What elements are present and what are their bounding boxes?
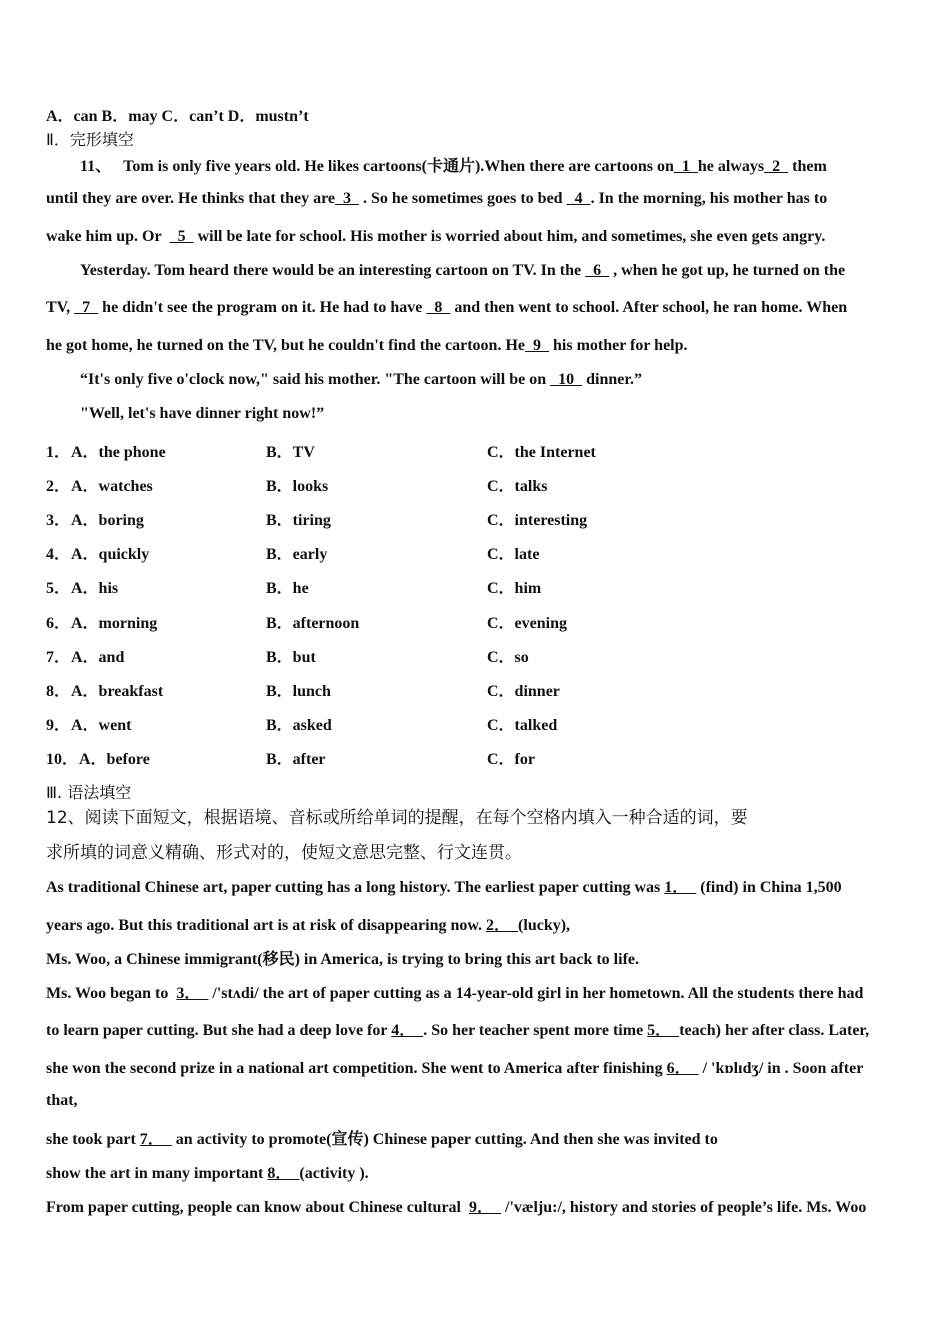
- passage-text: teach) her after class. Later,: [679, 1022, 870, 1039]
- cloze-line-1: [80, 153, 827, 176]
- grammar-line-4: [46, 980, 863, 1003]
- answer-blank[interactable]: 6: [585, 262, 610, 279]
- option-a[interactable]: A．watches: [71, 478, 153, 495]
- option-c[interactable]: C．for: [487, 751, 535, 768]
- option-b[interactable]: B．looks: [266, 478, 329, 495]
- question-number: 2．: [46, 478, 71, 495]
- cloze-line-6: [46, 337, 688, 355]
- cloze-line-4: [80, 262, 845, 280]
- grammar-line-9: [46, 1160, 369, 1183]
- question-number: 1．: [46, 444, 71, 461]
- option-b[interactable]: B．he: [266, 580, 309, 597]
- passage-text: (activity ).: [299, 1165, 369, 1182]
- section-2-heading: Ⅱ．完形填空: [46, 130, 134, 149]
- answer-blank[interactable]: 2: [764, 158, 789, 175]
- grammar-line-5: [46, 1017, 869, 1040]
- option-a[interactable]: A．before: [79, 751, 150, 768]
- option-a[interactable]: A．morning: [71, 615, 158, 632]
- passage-text: As traditional Chinese art, paper cutting has a long history. The earliest paper cutting was: [46, 879, 665, 896]
- answer-blank[interactable]: 1: [673, 158, 698, 175]
- passage-text: (find) in China 1,500: [696, 879, 842, 896]
- passage-text: . In the morning, his mother has to: [590, 190, 828, 207]
- grammar-line-3: [46, 946, 639, 969]
- answer-blank[interactable]: 7: [74, 299, 99, 316]
- answer-blank[interactable]: 3．: [176, 985, 209, 1002]
- passage-text: / 'kɒlɪdʒ/ in . Soon after: [698, 1060, 864, 1077]
- option-c[interactable]: C．the Internet: [487, 444, 596, 461]
- passage-text: them: [788, 158, 827, 175]
- option-b[interactable]: B．tiring: [266, 512, 331, 529]
- option-c[interactable]: C．interesting: [487, 512, 588, 529]
- passage-text: . So he sometimes goes to bed: [359, 190, 567, 207]
- option-b[interactable]: B．after: [266, 751, 326, 768]
- answer-blank[interactable]: 1．: [664, 879, 697, 896]
- option-c[interactable]: C．talks: [487, 478, 548, 495]
- option-a[interactable]: A．quickly: [71, 546, 150, 563]
- passage-text: "Well, let's have dinner right now!”: [80, 405, 325, 422]
- option-b[interactable]: B．TV: [266, 444, 315, 461]
- answer-blank[interactable]: 10: [550, 371, 583, 388]
- passage-text: . So her teacher spent more time: [423, 1022, 648, 1039]
- option-b[interactable]: B．early: [266, 546, 328, 563]
- option-c[interactable]: C．talked: [487, 717, 558, 734]
- passage-text: to learn paper cutting. But she had a deep love for: [46, 1022, 392, 1039]
- passage-text: she took part: [46, 1131, 140, 1148]
- question-number: 9．: [46, 717, 71, 734]
- answer-blank[interactable]: 5．: [647, 1022, 680, 1039]
- option-a[interactable]: A．went: [71, 717, 132, 734]
- question-number: 4．: [46, 546, 71, 563]
- grammar-instruction-line-1: 12、阅读下面短文，根据语境、音标或所给单词的提醒，在每个空格内填入一种合适的词，要: [46, 808, 748, 828]
- cloze-line-2: [46, 190, 827, 208]
- answer-blank[interactable]: 2．: [486, 917, 519, 934]
- passage-text: , when he got up, he turned on the: [609, 262, 846, 279]
- option-b[interactable]: B．lunch: [266, 683, 331, 700]
- passage-text: 11、 Tom is only five years old. He likes cartoons(卡通片).When there are cartoons on: [80, 158, 674, 175]
- option-a[interactable]: A．and: [71, 649, 125, 666]
- passage-text: dinner.”: [582, 371, 642, 388]
- previous-question-options: A．can B．may C．can’t D．mustn’t: [46, 108, 309, 125]
- answer-blank[interactable]: 8．: [267, 1165, 300, 1182]
- grammar-line-7: [46, 1092, 78, 1110]
- passage-text: he got home, he turned on the TV, but he couldn't find the cartoon. He: [46, 337, 525, 354]
- question-number: 6．: [46, 615, 71, 632]
- passage-text: (lucky),: [518, 917, 571, 934]
- option-c[interactable]: C．so: [487, 649, 529, 666]
- passage-text: /'stʌdi/ the art of paper cutting as a 14-year-old girl in her hometown. All the students there had: [208, 985, 864, 1002]
- grammar-line-10: [46, 1194, 866, 1217]
- passage-text: he didn't see the program on it. He had to have: [98, 299, 427, 316]
- option-a[interactable]: A．the phone: [71, 444, 166, 461]
- option-b[interactable]: B．afternoon: [266, 615, 360, 632]
- option-c[interactable]: C．dinner: [487, 683, 560, 700]
- grammar-line-2: [46, 912, 570, 935]
- passage-text: and then went to school. After school, he ran home. When: [450, 299, 848, 316]
- grammar-line-1: [46, 874, 842, 897]
- grammar-line-6: [46, 1055, 863, 1078]
- option-c[interactable]: C．evening: [487, 615, 568, 632]
- answer-blank[interactable]: 4: [566, 190, 591, 207]
- option-a[interactable]: A．breakfast: [71, 683, 164, 700]
- question-number: 5．: [46, 580, 71, 597]
- passage-text: TV,: [46, 299, 75, 316]
- question-number: 7．: [46, 649, 71, 666]
- section-3-heading: Ⅲ. 语法填空: [46, 783, 132, 802]
- cloze-line-5: [46, 299, 847, 317]
- answer-blank[interactable]: 5: [169, 228, 194, 245]
- passage-text: Ms. Woo, a Chinese immigrant(移民) in America, is trying to bring this art back to life.: [46, 951, 640, 968]
- cloze-line-3: [46, 228, 825, 246]
- passage-text: years ago. But this traditional art is at risk of disappearing now.: [46, 917, 487, 934]
- grammar-line-8: [46, 1126, 718, 1149]
- question-number: 3．: [46, 512, 71, 529]
- cloze-line-8: [80, 405, 324, 423]
- option-c[interactable]: C．him: [487, 580, 542, 597]
- answer-blank[interactable]: 8: [426, 299, 451, 316]
- passage-text: /'vælju:/, history and stories of people’s life. Ms. Woo: [501, 1199, 867, 1216]
- passage-text: he always: [697, 158, 765, 175]
- question-number: 8．: [46, 683, 71, 700]
- passage-text: until they are over. He thinks that they are: [46, 190, 336, 207]
- passage-text: an activity to promote(宣传) Chinese paper cutting. And then she was invited to: [171, 1131, 718, 1148]
- answer-blank[interactable]: 6．: [666, 1060, 699, 1077]
- passage-text: Yesterday. Tom heard there would be an interesting cartoon on TV. In the: [80, 262, 586, 279]
- answer-blank[interactable]: 4．: [391, 1022, 424, 1039]
- passage-text: wake him up. Or: [46, 228, 170, 245]
- option-b[interactable]: B．asked: [266, 717, 332, 734]
- passage-text: From paper cutting, people can know about Chinese cultural: [46, 1199, 469, 1216]
- answer-blank[interactable]: 3: [335, 190, 360, 207]
- option-b[interactable]: B．but: [266, 649, 316, 666]
- passage-text: Ms. Woo began to: [46, 985, 177, 1002]
- option-a[interactable]: A．his: [71, 580, 119, 597]
- passage-text: his mother for help.: [549, 337, 688, 354]
- passage-text: that,: [46, 1092, 78, 1109]
- passage-text: she won the second prize in a national art competition. She went to America after finishing: [46, 1060, 667, 1077]
- answer-blank[interactable]: 7．: [139, 1131, 172, 1148]
- answer-blank[interactable]: 9．: [469, 1199, 502, 1216]
- passage-text: “It's only five o'clock now," said his mother. "The cartoon will be on: [80, 371, 551, 388]
- question-number: 10．: [46, 751, 79, 768]
- answer-blank[interactable]: 9: [525, 337, 549, 354]
- passage-text: will be late for school. His mother is worried about him, and sometimes, she even gets angry.: [193, 228, 826, 245]
- option-c[interactable]: C．late: [487, 546, 540, 563]
- passage-text: show the art in many important: [46, 1165, 268, 1182]
- option-a[interactable]: A．boring: [71, 512, 144, 529]
- cloze-line-7: [80, 371, 642, 389]
- grammar-instruction-line-2: 求所填的词意义精确、形式对的，使短文意思完整、行文连贯。: [46, 843, 522, 863]
